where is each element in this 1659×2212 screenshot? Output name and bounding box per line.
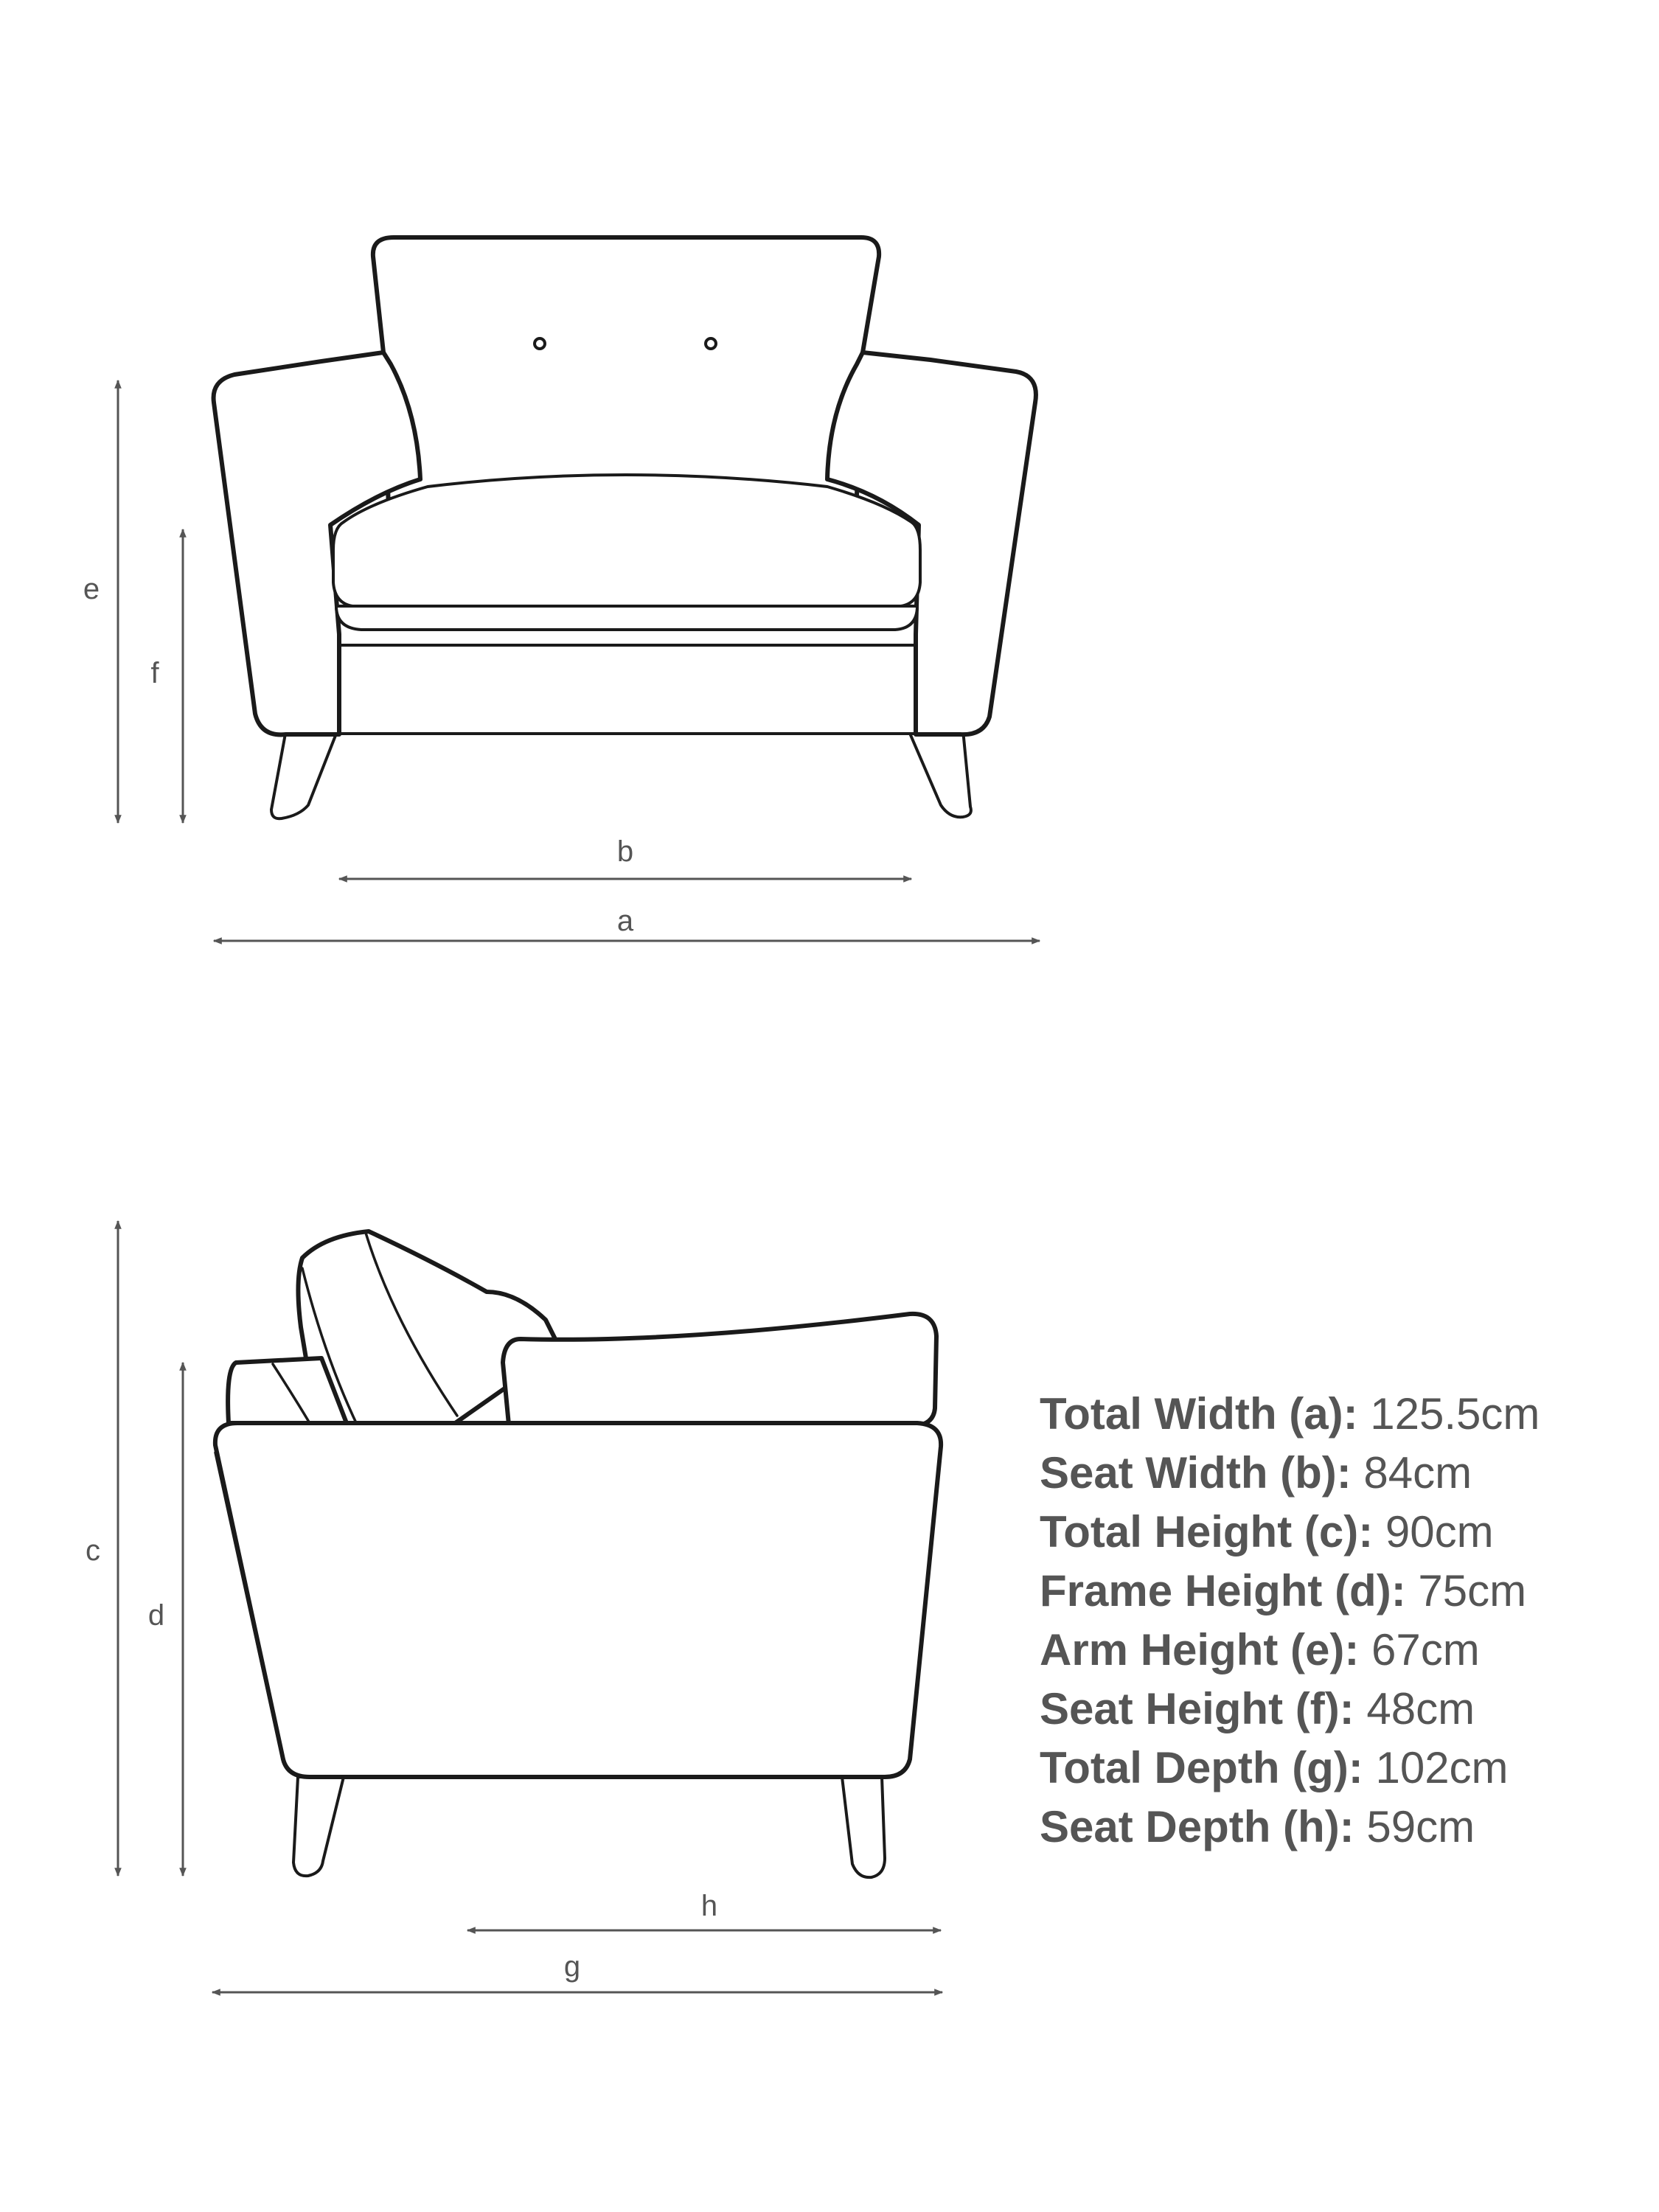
dim-label-h: h bbox=[700, 1890, 718, 1922]
spec-total-width-name: Total Width (a): bbox=[1040, 1389, 1358, 1439]
spec-seat-depth-name: Seat Depth (h): bbox=[1040, 1802, 1354, 1851]
front-seat-cushion bbox=[333, 475, 920, 606]
front-left-leg bbox=[271, 730, 338, 818]
front-button-left bbox=[535, 338, 545, 349]
front-view-armchair bbox=[214, 237, 1036, 818]
spec-total-depth bbox=[1040, 1739, 1540, 1798]
spec-total-width bbox=[1040, 1385, 1540, 1444]
spec-frame-height bbox=[1040, 1562, 1540, 1621]
front-base bbox=[336, 645, 916, 734]
spec-seat-height-value: 48cm bbox=[1366, 1684, 1475, 1733]
spec-seat-height-name: Seat Height (f): bbox=[1040, 1684, 1354, 1733]
spec-seat-depth-value: 59cm bbox=[1366, 1802, 1475, 1851]
dim-label-b: b bbox=[616, 835, 634, 868]
side-seat-cushion bbox=[503, 1314, 936, 1426]
front-seat-cushion-lower bbox=[336, 606, 917, 630]
side-rear-leg bbox=[293, 1777, 344, 1876]
dim-label-a: a bbox=[616, 905, 634, 937]
spec-frame-height-value: 75cm bbox=[1418, 1566, 1527, 1615]
spec-total-height bbox=[1040, 1503, 1540, 1562]
spec-seat-width-name: Seat Width (b): bbox=[1040, 1448, 1352, 1498]
side-front-leg bbox=[842, 1777, 885, 1877]
spec-total-depth-value: 102cm bbox=[1375, 1743, 1509, 1792]
dim-label-e: e bbox=[83, 573, 100, 605]
spec-total-depth-name: Total Depth (g): bbox=[1040, 1743, 1363, 1792]
dim-label-d: d bbox=[147, 1599, 165, 1632]
front-right-leg bbox=[908, 730, 971, 817]
front-button-right bbox=[706, 338, 716, 349]
dim-label-f: f bbox=[150, 657, 159, 689]
spec-total-height-name: Total Height (c): bbox=[1040, 1507, 1374, 1557]
dim-label-g: g bbox=[563, 1950, 581, 1983]
spec-arm-height-value: 67cm bbox=[1371, 1625, 1480, 1674]
spec-frame-height-name: Frame Height (d): bbox=[1040, 1566, 1406, 1615]
side-view-armchair bbox=[215, 1231, 941, 1877]
spec-total-height-value: 90cm bbox=[1385, 1507, 1494, 1557]
side-frame-body bbox=[215, 1423, 941, 1777]
spec-seat-height bbox=[1040, 1680, 1540, 1739]
spec-arm-height-name: Arm Height (e): bbox=[1040, 1625, 1360, 1674]
dimensions-spec-list bbox=[1040, 1385, 1540, 1857]
spec-total-width-value: 125.5cm bbox=[1370, 1389, 1540, 1439]
dim-label-c: c bbox=[86, 1534, 100, 1567]
spec-seat-width bbox=[1040, 1444, 1540, 1503]
spec-seat-width-value: 84cm bbox=[1363, 1448, 1472, 1498]
spec-arm-height bbox=[1040, 1621, 1540, 1680]
spec-seat-depth bbox=[1040, 1798, 1540, 1857]
